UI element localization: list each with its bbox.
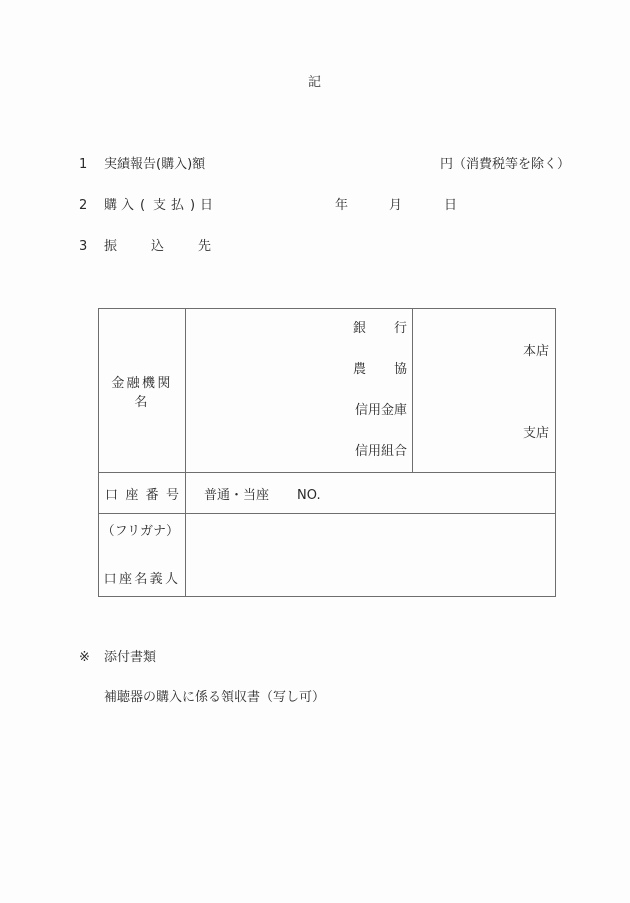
- account-type-options: 普通・当座: [204, 487, 270, 503]
- institution-type-agri-coop: [353, 362, 407, 378]
- account-number-cell[interactable]: [186, 473, 556, 514]
- institution-type-list: [186, 309, 412, 472]
- institution-type-bank: [353, 321, 407, 337]
- label-char: 座: [125, 487, 139, 503]
- account-number-row: [99, 473, 556, 514]
- account-number-label: [99, 484, 185, 503]
- account-holder-label-cell: [99, 514, 186, 597]
- bank-transfer-table: [98, 308, 556, 597]
- item-3-label-char: 込: [151, 239, 165, 254]
- item-2-label-char: (: [140, 198, 146, 213]
- attachment-item: 補聴器の購入に係る領収書（写し可）: [104, 690, 326, 705]
- attachments-title: 添付書類: [104, 650, 157, 665]
- institution-name-cell[interactable]: [186, 309, 413, 473]
- item-1-number: 1: [79, 157, 88, 172]
- institution-type-char: 銀: [353, 321, 367, 336]
- branch-type-branch: 支店: [522, 425, 549, 441]
- institution-label-cell: [99, 309, 186, 473]
- label-char: 番: [145, 487, 159, 503]
- account-holder-label: 口座名義人: [103, 572, 181, 587]
- note-mark: ※: [79, 650, 90, 665]
- item-2-label-char: 購: [104, 198, 118, 213]
- item-2-label-char: 払: [171, 198, 185, 213]
- account-number-label-no: NO.: [297, 487, 321, 503]
- item-2-number: 2: [79, 198, 88, 213]
- branch-cell[interactable]: [413, 309, 556, 473]
- institution-row: [99, 309, 556, 473]
- institution-type-text: 信用金庫: [354, 403, 407, 418]
- furigana-label: （フリガナ）: [101, 524, 179, 539]
- item-2-label-char: 入: [121, 198, 135, 213]
- institution-label-text: 金融機関名: [111, 375, 173, 410]
- item-3-label: 振: [104, 239, 118, 254]
- label-char: 号: [165, 487, 179, 503]
- item-3-number: 3: [79, 239, 88, 254]
- institution-label: [99, 372, 185, 410]
- account-number-label-cell: [99, 473, 186, 514]
- date-year-unit: 年: [335, 198, 349, 213]
- label-char: 口: [105, 487, 119, 503]
- institution-type-credit-union: [353, 444, 407, 460]
- item-2-label-char: 日: [200, 198, 214, 213]
- institution-type-text: 信用組合: [354, 444, 407, 459]
- document-heading: 記: [308, 75, 322, 90]
- institution-type-char: 協: [393, 362, 407, 377]
- date-month-unit: 月: [389, 198, 403, 213]
- item-2-label-char: ): [190, 198, 196, 213]
- item-1-amount-suffix: 円（消費税等を除く）: [440, 157, 571, 172]
- account-holder-cell[interactable]: [186, 514, 556, 597]
- account-holder-row: [99, 514, 556, 597]
- item-2-label-char: 支: [153, 198, 167, 213]
- item-3-label-char: 先: [198, 239, 212, 254]
- institution-type-shinkin: [353, 403, 407, 419]
- branch-type-head-office: 本店: [522, 344, 549, 360]
- account-holder-labels: [99, 514, 185, 596]
- institution-type-char: 行: [393, 321, 407, 336]
- branch-type-list: [413, 309, 555, 472]
- institution-type-char: 農: [353, 362, 367, 377]
- date-day-unit: 日: [444, 198, 458, 213]
- item-1-label: 実績報告(購入)額: [104, 157, 206, 172]
